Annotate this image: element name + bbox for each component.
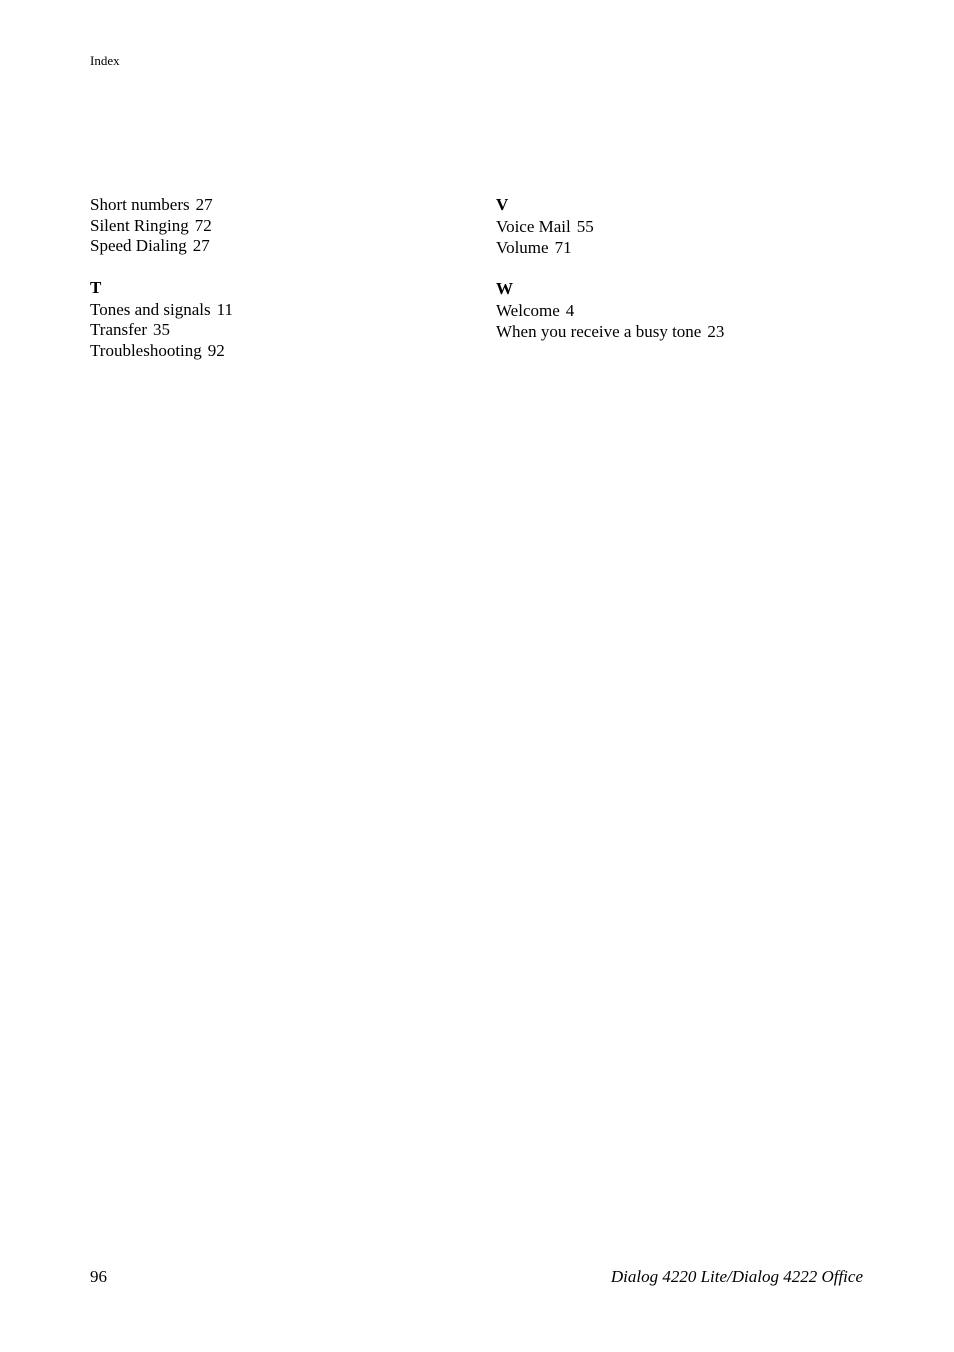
index-page-ref: 72: [194, 215, 212, 235]
footer-document-title: Dialog 4220 Lite/Dialog 4222 Office: [610, 1267, 863, 1286]
index-letter-heading: T: [90, 277, 102, 297]
index-page-ref: 23: [707, 321, 725, 341]
index-term: When you receive a busy tone: [496, 321, 702, 341]
index-page-ref: 27: [192, 236, 210, 255]
index-group-v: [496, 195, 876, 258]
index-page-ref: 27: [195, 195, 213, 214]
index-entry: [90, 216, 470, 237]
index-letter-heading: W: [496, 279, 513, 298]
index-term: Voice Mail: [496, 217, 571, 236]
index-term: Volume: [496, 237, 549, 257]
index-entry: [496, 217, 876, 238]
index-column-left: [90, 195, 470, 361]
index-group-w: [496, 279, 876, 342]
index-entry: [90, 195, 470, 216]
running-header-section: Index: [90, 53, 120, 68]
index-term: Speed Dialing: [90, 236, 187, 255]
index-term: Welcome: [496, 301, 560, 320]
index-term: Troubleshooting: [90, 340, 202, 360]
index-column-right: [496, 195, 876, 342]
index-term: Silent Ringing: [90, 215, 189, 235]
index-term: Short numbers: [90, 195, 190, 214]
index-entry: [496, 322, 876, 343]
index-page-ref: 92: [207, 340, 225, 360]
index-page-ref: 11: [216, 299, 234, 319]
index-entry: [90, 320, 470, 341]
index-page-ref: 4: [565, 301, 575, 320]
index-entry: [90, 300, 470, 321]
index-term: Tones and signals: [90, 299, 211, 319]
index-entry: [496, 301, 876, 322]
index-term: Transfer: [90, 320, 147, 339]
index-group-s: [90, 195, 470, 257]
footer-page-number: 96: [90, 1267, 107, 1286]
index-entry: [496, 238, 876, 259]
index-page-ref: 35: [152, 320, 170, 339]
index-group-t: [90, 278, 470, 362]
index-page-ref: 71: [554, 237, 572, 257]
index-entry: [90, 341, 470, 362]
index-entry: [90, 236, 470, 257]
index-letter-heading: V: [496, 195, 509, 214]
index-page-ref: 55: [576, 217, 594, 236]
